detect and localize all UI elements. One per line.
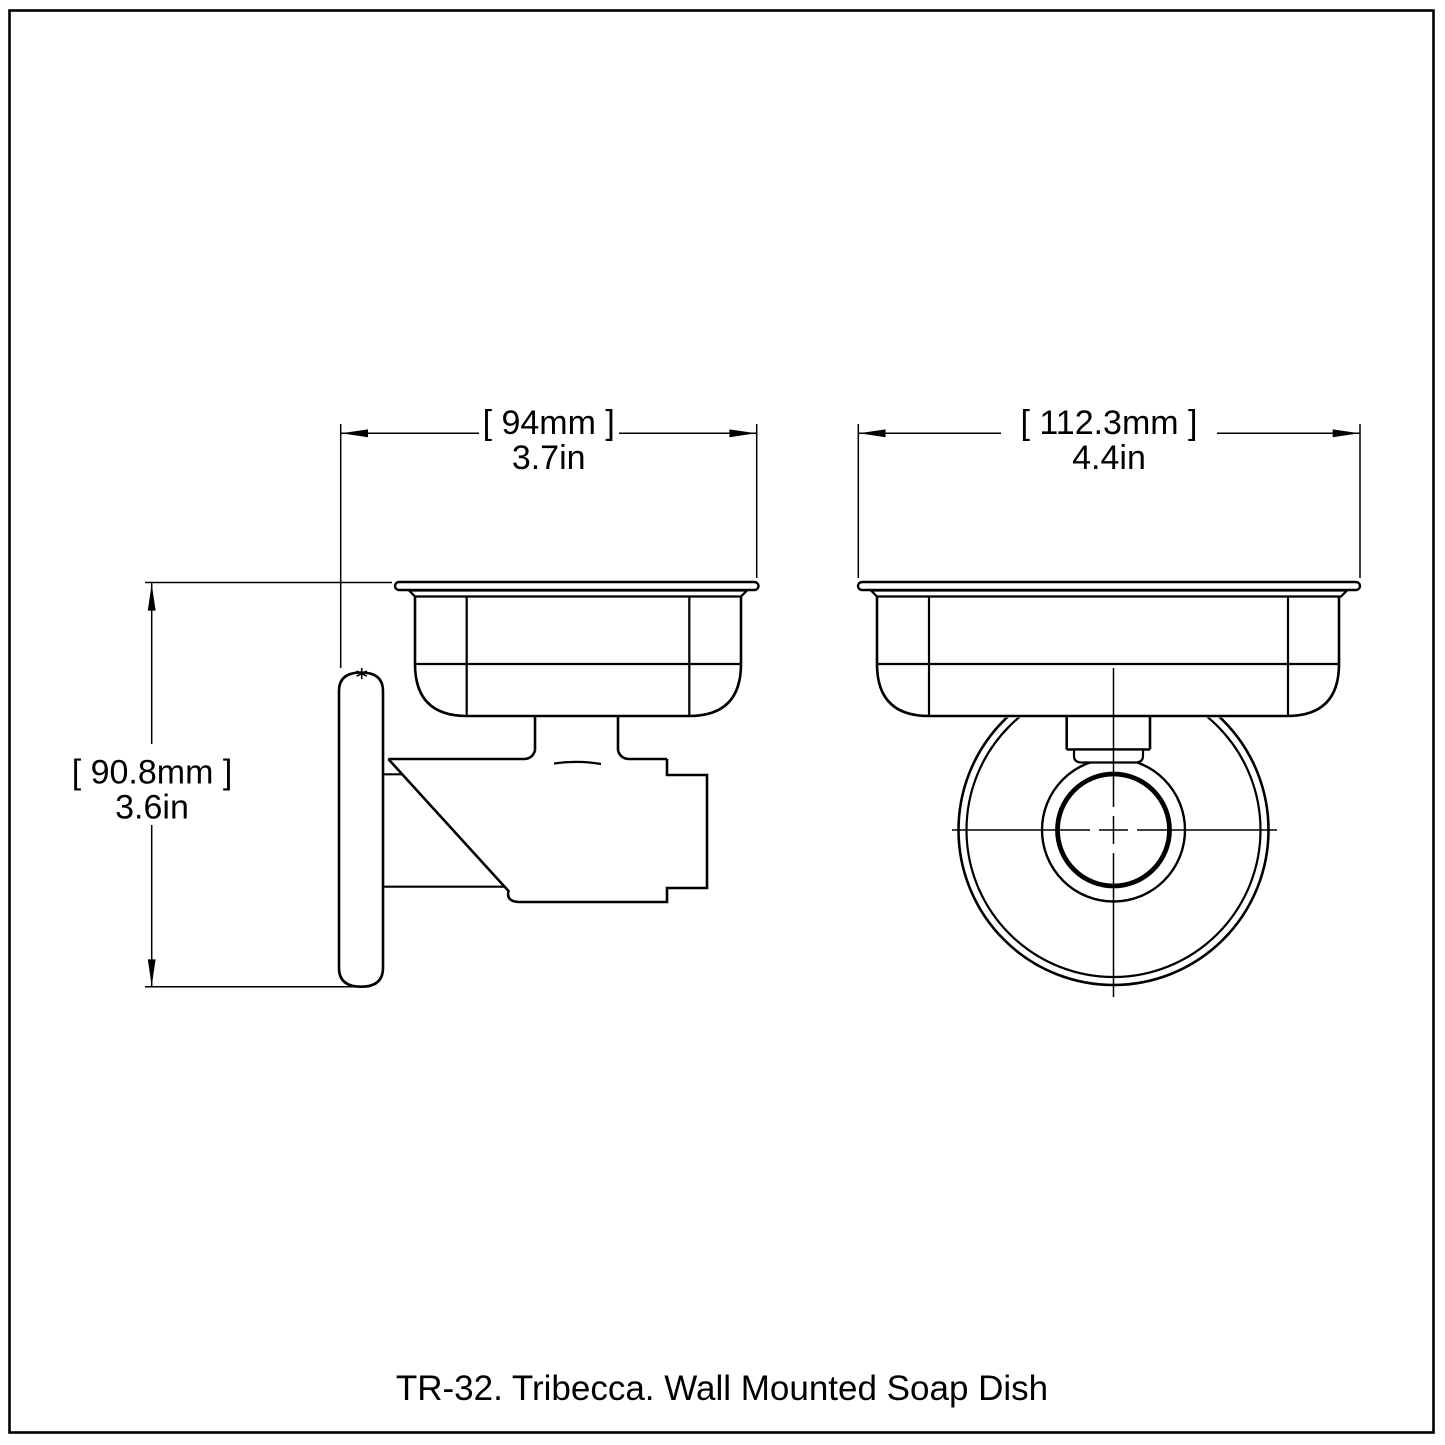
height-imperial-label: 3.6in [115,788,189,827]
side-bowl-outline [415,597,741,717]
arrowhead-right [729,429,756,437]
arrowhead-top [148,584,156,611]
dimension-height [72,583,392,987]
front-bowl-outline [877,597,1339,717]
drawing-caption: TR-32. Tribecca. Wall Mounted Soap Dish [395,1369,1049,1408]
front-rim [858,582,1360,590]
drawing-border [10,11,1434,1433]
side-backplate [339,673,383,987]
arrowhead-left [341,429,368,437]
side-width-metric-label: [ 94mm ] [482,404,615,442]
arrowhead-right [1333,429,1360,437]
front-width-imperial-label: 4.4in [1072,439,1146,477]
height-metric-label: [ 90.8mm ] [71,753,233,792]
side-arm-top-left [388,751,535,760]
front-stem-flange [1074,750,1143,763]
front-rim-lip [871,591,1347,597]
side-width-imperial-label: 3.7in [511,439,586,477]
dimension-front-width [858,404,1360,578]
side-rim [395,582,759,590]
front-width-metric-label: [ 112.3mm ] [1020,404,1198,442]
arrowhead-left [859,429,886,437]
front-view [858,582,1360,997]
arrowhead-bottom [148,959,156,986]
side-arm-top-right [618,751,667,760]
side-view [339,582,759,987]
side-arm-body [388,759,707,902]
side-setscrew-line [554,762,601,764]
dimension-side-width [341,404,757,668]
side-rim-lip [409,591,747,597]
